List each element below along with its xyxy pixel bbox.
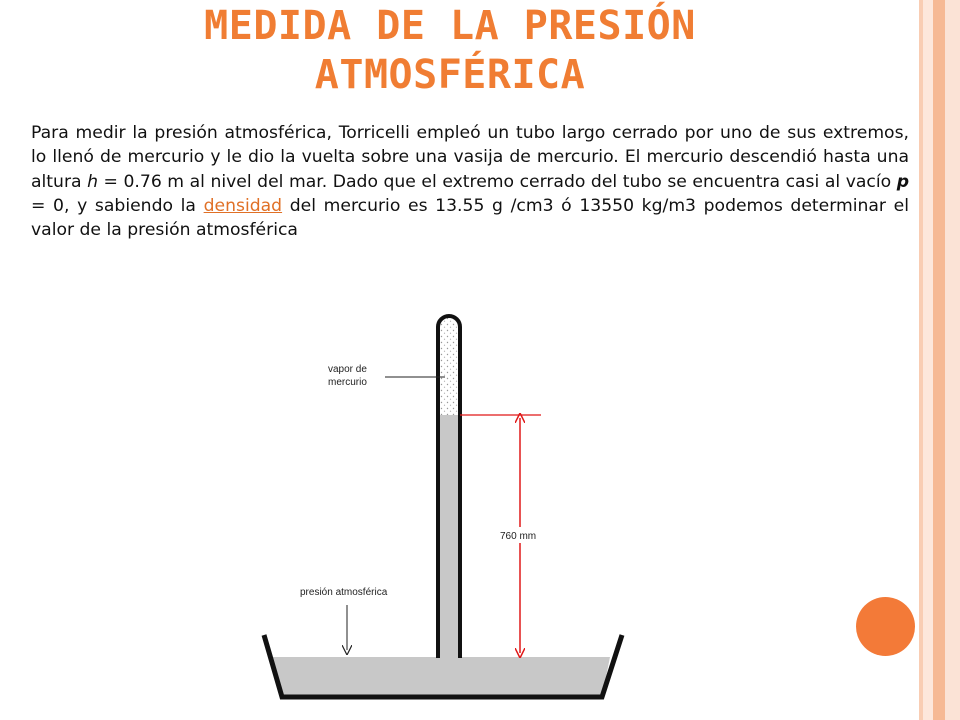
torricelli-diagram	[230, 305, 630, 715]
title-line-1: MEDIDA DE LA PRESIÓN	[204, 3, 696, 49]
density-link[interactable]: densidad	[203, 195, 283, 216]
height-symbol: h	[87, 171, 98, 192]
dish-mercury	[270, 657, 610, 697]
paragraph-text-4: del mercurio es 13.55 g /cm3 ó 13550 kg/m3 podemos determinar el valor de la presión atmosférica	[31, 195, 909, 241]
paragraph-text-3: = 0, y sabiendo la	[31, 195, 204, 216]
pressure-label: presión atmosférica	[300, 587, 388, 598]
slide-title	[0, 2, 900, 100]
vapor-label-line-1: vapor de	[328, 364, 367, 375]
body-paragraph	[31, 121, 909, 242]
decor-stripe-light	[923, 0, 933, 720]
title-line-2: ATMOSFÉRICA	[314, 52, 586, 98]
vapor-column	[438, 316, 460, 415]
vapor-label-line-2: mercurio	[328, 377, 367, 388]
pressure-symbol: p	[896, 171, 909, 192]
paragraph-text-1: Para medir la presión atmosférica, Torricelli empleó un tubo largo cerrado por uno de sus extremos, lo llenó de mercurio y le dio la vuelta sobre una vasija de mercurio. El mercurio descendió hasta una altura	[31, 123, 909, 192]
decor-stripe-mid	[933, 0, 945, 720]
height-label: 760 mm	[500, 531, 537, 542]
paragraph-text-2: = 0.76 m al nivel del mar. Dado que el extremo cerrado del tubo se encuentra casi al vacío	[98, 171, 897, 192]
decor-stripe-edge	[945, 0, 960, 720]
accent-circle	[856, 597, 915, 656]
tube-mercury	[438, 415, 460, 658]
